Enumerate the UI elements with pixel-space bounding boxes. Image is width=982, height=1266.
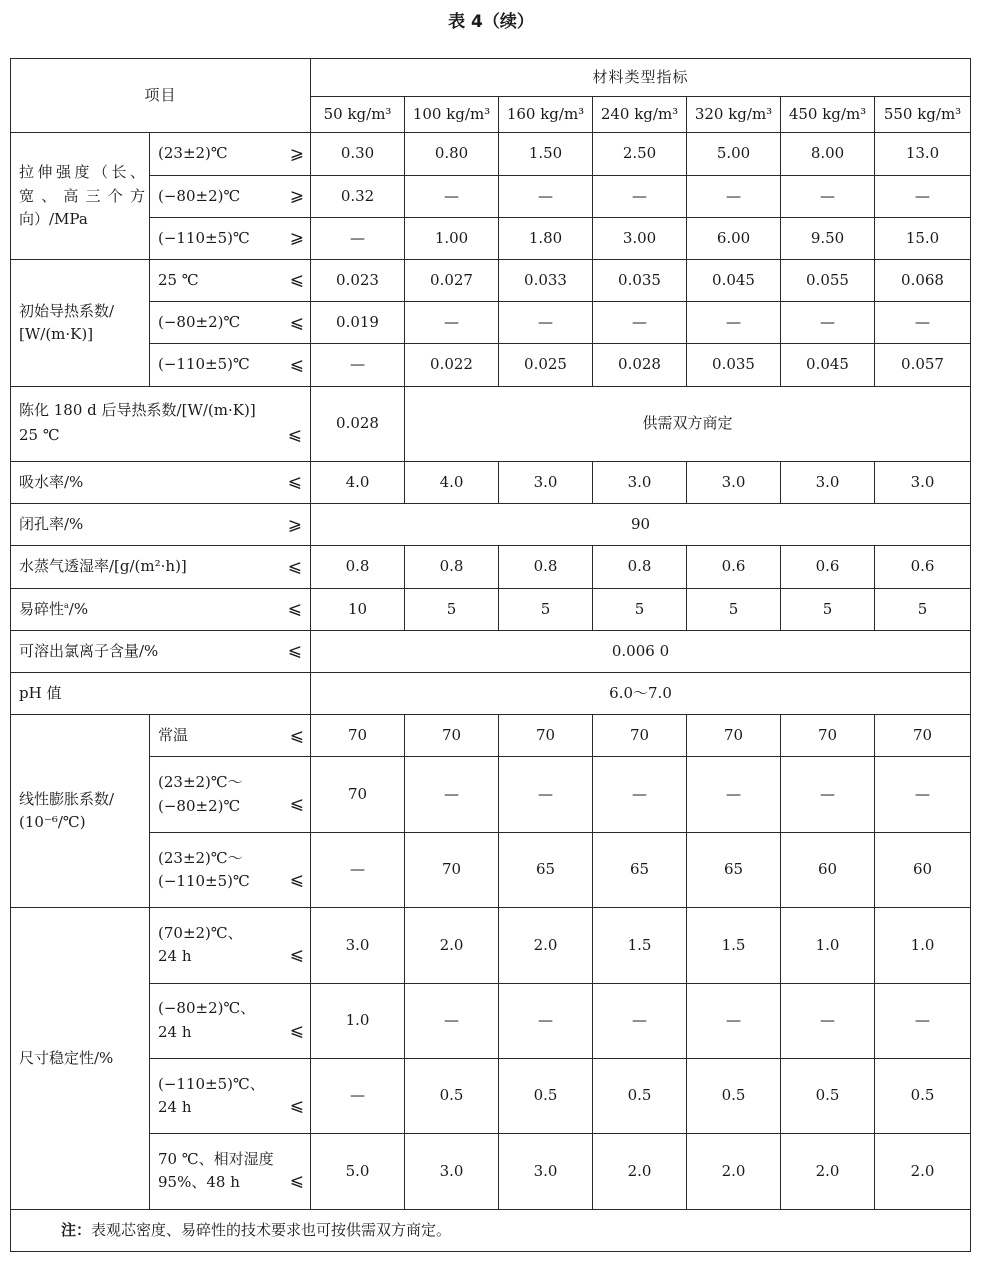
value-cell: 0.5 [875,1058,971,1133]
value-cell: 3.0 [405,1134,499,1209]
value-cell: 0.028 [593,344,687,386]
condition-cell [150,757,311,832]
value-cell: — [405,757,499,832]
vapor-label: 水蒸气透湿率/[g/(m²·h)] [19,557,187,576]
value-cell: — [311,1058,405,1133]
comparison-symbol: ⩽ [289,354,305,375]
table-row [11,344,971,386]
water-absorption-label: 吸水率/% [19,472,84,491]
comparison-symbol: ⩽ [289,270,305,291]
table-row [11,908,971,983]
footnote-mark: a [64,600,69,610]
comparison-symbol: ⩽ [289,725,305,746]
comparison-symbol: ⩽ [289,945,305,966]
value-cell: 6.00 [687,217,781,259]
condition-cell [150,217,311,259]
value-cell: — [875,757,971,832]
condition-lines [158,847,250,894]
comparison-symbol: ⩽ [287,556,303,577]
value-cell: — [311,832,405,907]
comparison-symbol: ⩽ [289,1095,305,1116]
value-cell: 3.0 [593,461,687,503]
comparison-symbol: ⩽ [287,425,303,446]
label-cell [11,588,311,630]
table-row [11,983,971,1058]
value-cell: 0.045 [781,344,875,386]
value-cell: 0.5 [593,1058,687,1133]
condition-line: 70 ℃、相对湿度 [158,1150,274,1169]
label-cell [11,630,311,672]
value-cell: — [781,175,875,217]
comparison-symbol: ⩾ [289,143,305,164]
table-row [11,133,971,175]
value-cell: 65 [687,832,781,907]
value-cell: 0.023 [311,259,405,301]
condition-label: (−80±2)℃ [158,313,241,332]
condition-cell [150,1058,311,1133]
value-cell: 0.6 [687,546,781,588]
label-cell [11,461,311,503]
value-cell: — [405,175,499,217]
value-cell: 60 [875,832,971,907]
value-cell: 1.00 [405,217,499,259]
value-cell: 13.0 [875,133,971,175]
merged-value-cell: 0.006 0 [311,630,971,672]
condition-label: (−80±2)℃ [158,186,241,205]
value-cell: 3.0 [687,461,781,503]
value-cell: — [405,983,499,1058]
ph-label: pH 值 [19,683,62,702]
condition-lines [158,771,243,818]
value-cell: — [499,983,593,1058]
value-cell: — [687,983,781,1058]
table-row [11,504,971,546]
comparison-symbol: ⩽ [289,869,305,890]
value-cell: 70 [499,715,593,757]
value-cell: 3.0 [311,908,405,983]
value-cell: — [593,175,687,217]
table-row [11,386,971,461]
condition-line: 24 h [158,1098,192,1117]
table-row [11,259,971,301]
value-cell: 0.028 [311,386,405,461]
value-cell: 5.0 [311,1134,405,1209]
value-cell: 1.80 [499,217,593,259]
value-cell: 0.30 [311,133,405,175]
value-cell: — [687,757,781,832]
column-header: 50 kg/m³ [311,97,405,133]
value-cell: 0.025 [499,344,593,386]
table-row [11,1134,971,1209]
column-header: 450 kg/m³ [781,97,875,133]
value-cell: 65 [593,832,687,907]
comparison-symbol: ⩽ [289,794,305,815]
header-row-top [11,59,971,97]
closed-cell-label: 闭孔率/% [19,515,84,534]
value-cell: 0.019 [311,302,405,344]
value-cell: — [593,983,687,1058]
table-row [11,546,971,588]
condition-cell [150,259,311,301]
value-cell: 5 [499,588,593,630]
value-cell: 5 [687,588,781,630]
value-cell: 5 [875,588,971,630]
value-cell: 3.0 [781,461,875,503]
column-header: 100 kg/m³ [405,97,499,133]
value-cell: 0.8 [405,546,499,588]
condition-label: (−110±5)℃ [158,228,250,247]
condition-cell [150,344,311,386]
friability-unit: /% [68,599,89,618]
value-cell: 1.5 [593,908,687,983]
table-row [11,461,971,503]
aged-label-line1: 陈化 180 d 后导热系数/[W/(m·K)] [19,400,256,419]
condition-label: 25 ℃ [158,270,199,289]
value-cell: 0.8 [311,546,405,588]
value-cell: 65 [499,832,593,907]
spec-table [10,58,971,1252]
expansion-label-line1: 线性膨胀系数/ [19,789,115,808]
value-cell: 1.50 [499,133,593,175]
value-cell: 0.027 [405,259,499,301]
thermal-label-line2: [W/(m·K)] [19,324,94,343]
item-header: 项目 [11,59,311,133]
value-cell: — [405,302,499,344]
chloride-label: 可溶出氯离子含量/% [19,641,159,660]
column-header: 320 kg/m³ [687,97,781,133]
comparison-symbol: ⩽ [287,641,303,662]
value-cell: — [593,302,687,344]
comparison-symbol: ⩽ [287,598,303,619]
value-cell: 3.0 [499,1134,593,1209]
label-cell [11,504,311,546]
condition-lines [158,1148,274,1195]
value-cell: 0.055 [781,259,875,301]
expansion-label-line2: (10⁻⁶/℃) [19,813,86,832]
value-cell: 5 [781,588,875,630]
value-cell: — [499,175,593,217]
value-cell: — [499,302,593,344]
table-row [11,588,971,630]
comparison-symbol: ⩾ [289,228,305,249]
tensile-label-cell [11,133,150,260]
condition-cell [150,715,311,757]
value-cell: 0.6 [875,546,971,588]
value-cell: 2.0 [781,1134,875,1209]
value-cell: 2.0 [405,908,499,983]
condition-line: (70±2)℃、 [158,924,243,943]
table-row [11,715,971,757]
table-row [11,175,971,217]
value-cell: 1.0 [311,983,405,1058]
table-row [11,217,971,259]
friability-label: 易碎性 [19,599,65,618]
condition-lines [158,922,243,969]
table-row [11,757,971,832]
value-cell: 0.8 [499,546,593,588]
value-cell: — [687,175,781,217]
value-cell: — [593,757,687,832]
value-cell: 0.033 [499,259,593,301]
column-header: 240 kg/m³ [593,97,687,133]
merged-value-cell: 90 [311,504,971,546]
value-cell: — [781,983,875,1058]
column-header: 550 kg/m³ [875,97,971,133]
value-cell: 70 [405,715,499,757]
value-cell: 0.8 [593,546,687,588]
aged-label-line2: 25 ℃ [19,425,60,444]
table-row [11,630,971,672]
value-cell: 0.5 [781,1058,875,1133]
value-cell: 70 [781,715,875,757]
value-cell: 70 [311,715,405,757]
value-cell: 60 [781,832,875,907]
merged-value-cell: 供需双方商定 [405,386,971,461]
value-cell: — [687,302,781,344]
table-caption: 表 4（续） [448,12,534,32]
value-cell: 70 [405,832,499,907]
condition-line: (−110±5)℃、 [158,1074,265,1093]
thermal-label-cell [11,259,150,386]
value-cell: 0.057 [875,344,971,386]
condition-cell [150,983,311,1058]
value-cell: 3.00 [593,217,687,259]
value-cell: 2.50 [593,133,687,175]
value-cell: — [499,757,593,832]
value-cell: 0.035 [687,344,781,386]
value-cell: — [311,217,405,259]
aged-label-cell [11,386,311,461]
condition-label: (23±2)℃ [158,144,228,163]
condition-line: 95%、48 h [158,1173,240,1192]
value-cell: 1.0 [781,908,875,983]
condition-cell [150,133,311,175]
merged-value-cell: 6.0～7.0 [311,672,971,714]
value-cell: — [875,302,971,344]
value-cell: — [875,175,971,217]
value-cell: 70 [687,715,781,757]
condition-cell [150,1134,311,1209]
value-cell: 0.32 [311,175,405,217]
value-cell: 0.035 [593,259,687,301]
value-cell: 0.6 [781,546,875,588]
thermal-label-line1: 初始导热系数/ [19,301,115,320]
friability-label-group [19,598,88,621]
comparison-symbol: ⩾ [289,185,305,206]
value-cell: 2.0 [875,1134,971,1209]
value-cell: 2.0 [593,1134,687,1209]
value-cell: 3.0 [499,461,593,503]
value-cell: 3.0 [875,461,971,503]
value-cell: 2.0 [687,1134,781,1209]
note-text: 表观芯密度、易碎性的技术要求也可按供需双方商定。 [91,1220,452,1239]
condition-line: (23±2)℃～ [158,773,243,792]
value-cell: 2.0 [499,908,593,983]
value-cell: 9.50 [781,217,875,259]
note-cell [11,1209,971,1251]
condition-cell [150,302,311,344]
note-prefix: 注： [61,1220,92,1239]
column-header: 160 kg/m³ [499,97,593,133]
value-cell: — [875,983,971,1058]
expansion-label-cell [11,715,150,908]
condition-lines [158,997,255,1044]
value-cell: 0.5 [499,1058,593,1133]
table-row [11,832,971,907]
value-cell: 1.5 [687,908,781,983]
table-row [11,1058,971,1133]
value-cell: — [781,757,875,832]
dimensional-label-cell [11,908,150,1210]
value-cell: 70 [593,715,687,757]
condition-line: (−80±2)℃、 [158,999,256,1018]
group-header: 材料类型指标 [311,59,971,97]
condition-line: (−80±2)℃ [158,796,241,815]
value-cell: — [781,302,875,344]
tensile-label: 拉伸强度（长、宽、高三个方向）/MPa [19,163,145,228]
condition-line: 24 h [158,1022,192,1041]
condition-cell [150,908,311,983]
comparison-symbol: ⩽ [289,1020,305,1041]
condition-label: (−110±5)℃ [158,355,250,374]
note-row [11,1209,971,1251]
comparison-symbol: ⩽ [289,1171,305,1192]
comparison-symbol: ⩽ [287,472,303,493]
value-cell: 4.0 [405,461,499,503]
condition-lines [158,1073,265,1120]
condition-line: (−110±5)℃ [158,871,250,890]
label-cell [11,546,311,588]
condition-cell [150,175,311,217]
table-row [11,302,971,344]
value-cell: 5 [405,588,499,630]
value-cell: 0.022 [405,344,499,386]
dimensional-label: 尺寸稳定性/% [19,1048,114,1067]
value-cell: 0.068 [875,259,971,301]
value-cell: 10 [311,588,405,630]
condition-cell [150,832,311,907]
value-cell: 5.00 [687,133,781,175]
comparison-symbol: ⩾ [287,514,303,535]
label-cell [11,672,311,714]
value-cell: 0.045 [687,259,781,301]
comparison-symbol: ⩽ [289,312,305,333]
value-cell: 0.80 [405,133,499,175]
value-cell: — [311,344,405,386]
condition-line: (23±2)℃～ [158,848,243,867]
value-cell: 4.0 [311,461,405,503]
value-cell: 70 [875,715,971,757]
value-cell: 5 [593,588,687,630]
table-row [11,672,971,714]
condition-label: 常温 [158,726,189,745]
value-cell: 15.0 [875,217,971,259]
value-cell: 8.00 [781,133,875,175]
value-cell: 0.5 [687,1058,781,1133]
condition-line: 24 h [158,947,192,966]
value-cell: 70 [311,757,405,832]
value-cell: 1.0 [875,908,971,983]
value-cell: 0.5 [405,1058,499,1133]
